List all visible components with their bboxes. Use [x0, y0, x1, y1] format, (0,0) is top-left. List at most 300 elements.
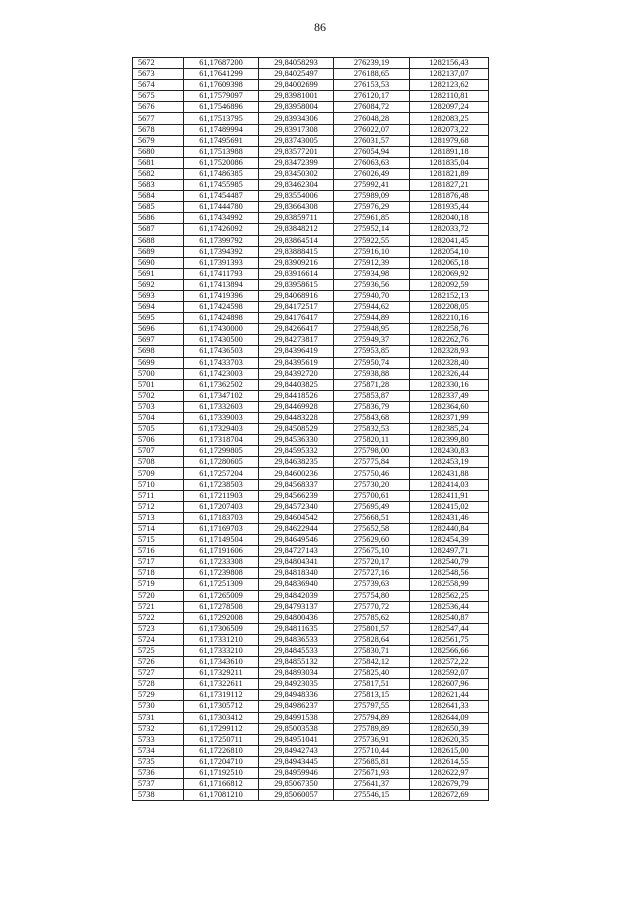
- table-row: [133, 191, 489, 202]
- point-number-cell: 5712: [133, 501, 184, 512]
- point-number-cell: 5705: [133, 424, 184, 435]
- point-number-cell: 5727: [133, 668, 184, 679]
- y-coordinate-cell: 1282547,44: [410, 623, 489, 634]
- latitude-cell: 61,17331210: [184, 634, 259, 645]
- latitude-cell: 61,17204710: [184, 756, 259, 767]
- point-number-cell: 5731: [133, 712, 184, 723]
- longitude-cell: 29,84600236: [259, 468, 334, 479]
- latitude-cell: 61,17413894: [184, 279, 259, 290]
- longitude-cell: 29,84800436: [259, 612, 334, 623]
- table-row: [133, 235, 489, 246]
- latitude-cell: 61,17305712: [184, 701, 259, 712]
- x-coordinate-cell: 275828,64: [334, 634, 410, 645]
- latitude-cell: 61,17251309: [184, 579, 259, 590]
- latitude-cell: 61,17687200: [184, 58, 259, 69]
- coordinates-table: [132, 57, 489, 801]
- point-number-cell: 5719: [133, 579, 184, 590]
- x-coordinate-cell: 275820,11: [334, 435, 410, 446]
- y-coordinate-cell: 1281891,18: [410, 146, 489, 157]
- longitude-cell: 29,84649546: [259, 535, 334, 546]
- point-number-cell: 5715: [133, 535, 184, 546]
- latitude-cell: 61,17399792: [184, 235, 259, 246]
- table-row: [133, 501, 489, 512]
- latitude-cell: 61,17319112: [184, 690, 259, 701]
- y-coordinate-cell: 1282123,62: [410, 80, 489, 91]
- table-row: [133, 279, 489, 290]
- y-coordinate-cell: 1282679,79: [410, 779, 489, 790]
- x-coordinate-cell: 275797,55: [334, 701, 410, 712]
- x-coordinate-cell: 275940,70: [334, 290, 410, 301]
- table-row: [133, 479, 489, 490]
- point-number-cell: 5720: [133, 590, 184, 601]
- latitude-cell: 61,17322611: [184, 679, 259, 690]
- point-number-cell: 5691: [133, 268, 184, 279]
- longitude-cell: 29,84845533: [259, 645, 334, 656]
- longitude-cell: 29,84418526: [259, 390, 334, 401]
- point-number-cell: 5690: [133, 257, 184, 268]
- latitude-cell: 61,17423003: [184, 368, 259, 379]
- y-coordinate-cell: 1282536,44: [410, 601, 489, 612]
- table-row: [133, 701, 489, 712]
- x-coordinate-cell: 275700,61: [334, 490, 410, 501]
- point-number-cell: 5698: [133, 346, 184, 357]
- point-number-cell: 5684: [133, 191, 184, 202]
- point-number-cell: 5695: [133, 313, 184, 324]
- longitude-cell: 29,84536330: [259, 435, 334, 446]
- table-row: [133, 779, 489, 790]
- latitude-cell: 61,17332603: [184, 401, 259, 412]
- y-coordinate-cell: 1282453,19: [410, 457, 489, 468]
- x-coordinate-cell: 275720,17: [334, 557, 410, 568]
- table-row: [133, 446, 489, 457]
- point-number-cell: 5688: [133, 235, 184, 246]
- longitude-cell: 29,83916614: [259, 268, 334, 279]
- latitude-cell: 61,17192510: [184, 768, 259, 779]
- longitude-cell: 29,84068916: [259, 290, 334, 301]
- latitude-cell: 61,17424898: [184, 313, 259, 324]
- table-row: [133, 224, 489, 235]
- x-coordinate-cell: 275843,68: [334, 413, 410, 424]
- table-row: [133, 535, 489, 546]
- longitude-cell: 29,84566239: [259, 490, 334, 501]
- y-coordinate-cell: 1282083,25: [410, 113, 489, 124]
- latitude-cell: 61,17299805: [184, 446, 259, 457]
- x-coordinate-cell: 275944,89: [334, 313, 410, 324]
- x-coordinate-cell: 276026,49: [334, 168, 410, 179]
- x-coordinate-cell: 275789,89: [334, 723, 410, 734]
- table-row: [133, 257, 489, 268]
- latitude-cell: 61,17455985: [184, 180, 259, 191]
- latitude-cell: 61,17278508: [184, 601, 259, 612]
- table-row: [133, 202, 489, 213]
- x-coordinate-cell: 275922,55: [334, 235, 410, 246]
- y-coordinate-cell: 1282620,35: [410, 734, 489, 745]
- y-coordinate-cell: 1282371,99: [410, 413, 489, 424]
- y-coordinate-cell: 1282440,84: [410, 523, 489, 534]
- latitude-cell: 61,17426092: [184, 224, 259, 235]
- table-row: [133, 124, 489, 135]
- point-number-cell: 5716: [133, 546, 184, 557]
- point-number-cell: 5714: [133, 523, 184, 534]
- longitude-cell: 29,84893034: [259, 668, 334, 679]
- table-row: [133, 180, 489, 191]
- x-coordinate-cell: 275949,37: [334, 335, 410, 346]
- x-coordinate-cell: 275853,87: [334, 390, 410, 401]
- y-coordinate-cell: 1282065,18: [410, 257, 489, 268]
- x-coordinate-cell: 275668,51: [334, 512, 410, 523]
- latitude-cell: 61,17250711: [184, 734, 259, 745]
- y-coordinate-cell: 1282210,16: [410, 313, 489, 324]
- table-row: [133, 634, 489, 645]
- table-row: [133, 623, 489, 634]
- x-coordinate-cell: 275652,58: [334, 523, 410, 534]
- table-row: [133, 157, 489, 168]
- longitude-cell: 29,84959946: [259, 768, 334, 779]
- point-number-cell: 5694: [133, 302, 184, 313]
- longitude-cell: 29,84604542: [259, 512, 334, 523]
- table-row: [133, 579, 489, 590]
- longitude-cell: 29,84793137: [259, 601, 334, 612]
- latitude-cell: 61,17183703: [184, 512, 259, 523]
- table-row: [133, 168, 489, 179]
- y-coordinate-cell: 1282337,49: [410, 390, 489, 401]
- y-coordinate-cell: 1282258,76: [410, 324, 489, 335]
- latitude-cell: 61,17169703: [184, 523, 259, 534]
- longitude-cell: 29,84392720: [259, 368, 334, 379]
- y-coordinate-cell: 1282033,72: [410, 224, 489, 235]
- y-coordinate-cell: 1282328,93: [410, 346, 489, 357]
- x-coordinate-cell: 275938,88: [334, 368, 410, 379]
- y-coordinate-cell: 1282040,18: [410, 213, 489, 224]
- y-coordinate-cell: 1282414,03: [410, 479, 489, 490]
- longitude-cell: 29,83864514: [259, 235, 334, 246]
- latitude-cell: 61,17489994: [184, 124, 259, 135]
- point-number-cell: 5706: [133, 435, 184, 446]
- table-row: [133, 368, 489, 379]
- point-number-cell: 5729: [133, 690, 184, 701]
- x-coordinate-cell: 275953,85: [334, 346, 410, 357]
- point-number-cell: 5697: [133, 335, 184, 346]
- table-row: [133, 435, 489, 446]
- y-coordinate-cell: 1282364,60: [410, 401, 489, 412]
- y-coordinate-cell: 1282615,00: [410, 745, 489, 756]
- table-row: [133, 557, 489, 568]
- y-coordinate-cell: 1282156,43: [410, 58, 489, 69]
- latitude-cell: 61,17329403: [184, 424, 259, 435]
- table-row: [133, 80, 489, 91]
- table-row: [133, 113, 489, 124]
- x-coordinate-cell: 275832,53: [334, 424, 410, 435]
- x-coordinate-cell: 276120,17: [334, 91, 410, 102]
- latitude-cell: 61,17166812: [184, 779, 259, 790]
- latitude-cell: 61,17520086: [184, 157, 259, 168]
- y-coordinate-cell: 1281935,44: [410, 202, 489, 213]
- x-coordinate-cell: 275825,40: [334, 668, 410, 679]
- longitude-cell: 29,83848212: [259, 224, 334, 235]
- y-coordinate-cell: 1282137,07: [410, 69, 489, 80]
- latitude-cell: 61,17329211: [184, 668, 259, 679]
- x-coordinate-cell: 275950,74: [334, 357, 410, 368]
- longitude-cell: 29,84025497: [259, 69, 334, 80]
- x-coordinate-cell: 275641,37: [334, 779, 410, 790]
- x-coordinate-cell: 275675,10: [334, 546, 410, 557]
- latitude-cell: 61,17486385: [184, 168, 259, 179]
- x-coordinate-cell: 275629,60: [334, 535, 410, 546]
- latitude-cell: 61,17546896: [184, 102, 259, 113]
- point-number-cell: 5679: [133, 135, 184, 146]
- table-row: [133, 734, 489, 745]
- longitude-cell: 29,84855132: [259, 657, 334, 668]
- longitude-cell: 29,83958615: [259, 279, 334, 290]
- y-coordinate-cell: 1282562,25: [410, 590, 489, 601]
- table-row: [133, 335, 489, 346]
- table-row: [133, 679, 489, 690]
- longitude-cell: 29,84508529: [259, 424, 334, 435]
- x-coordinate-cell: 275736,91: [334, 734, 410, 745]
- y-coordinate-cell: 1282152,13: [410, 290, 489, 301]
- longitude-cell: 29,84396419: [259, 346, 334, 357]
- table-row: [133, 745, 489, 756]
- x-coordinate-cell: 275948,95: [334, 324, 410, 335]
- latitude-cell: 61,17513988: [184, 146, 259, 157]
- longitude-cell: 29,84986237: [259, 701, 334, 712]
- point-number-cell: 5704: [133, 413, 184, 424]
- table-row: [133, 601, 489, 612]
- table-row: [133, 512, 489, 523]
- point-number-cell: 5689: [133, 246, 184, 257]
- x-coordinate-cell: 275912,39: [334, 257, 410, 268]
- table-row: [133, 756, 489, 767]
- point-number-cell: 5676: [133, 102, 184, 113]
- point-number-cell: 5733: [133, 734, 184, 745]
- x-coordinate-cell: 275813,15: [334, 690, 410, 701]
- table-row: [133, 401, 489, 412]
- longitude-cell: 29,84266417: [259, 324, 334, 335]
- y-coordinate-cell: 1282399,80: [410, 435, 489, 446]
- latitude-cell: 61,17430000: [184, 324, 259, 335]
- latitude-cell: 61,17081210: [184, 790, 259, 801]
- coordinates-table-body: [133, 58, 489, 801]
- latitude-cell: 61,17343610: [184, 657, 259, 668]
- longitude-cell: 29,84842039: [259, 590, 334, 601]
- x-coordinate-cell: 275836,79: [334, 401, 410, 412]
- y-coordinate-cell: 1282431,88: [410, 468, 489, 479]
- y-coordinate-cell: 1282607,96: [410, 679, 489, 690]
- point-number-cell: 5713: [133, 512, 184, 523]
- y-coordinate-cell: 1282622,97: [410, 768, 489, 779]
- table-row: [133, 246, 489, 257]
- x-coordinate-cell: 275934,98: [334, 268, 410, 279]
- table-row: [133, 357, 489, 368]
- table-row: [133, 590, 489, 601]
- point-number-cell: 5730: [133, 701, 184, 712]
- table-row: [133, 302, 489, 313]
- longitude-cell: 29,84172517: [259, 302, 334, 313]
- table-row: [133, 468, 489, 479]
- x-coordinate-cell: 275989,09: [334, 191, 410, 202]
- point-number-cell: 5736: [133, 768, 184, 779]
- y-coordinate-cell: 1282650,39: [410, 723, 489, 734]
- x-coordinate-cell: 276048,28: [334, 113, 410, 124]
- point-number-cell: 5703: [133, 401, 184, 412]
- table-row: [133, 645, 489, 656]
- y-coordinate-cell: 1282548,56: [410, 568, 489, 579]
- x-coordinate-cell: 276188,65: [334, 69, 410, 80]
- longitude-cell: 29,83888415: [259, 246, 334, 257]
- point-number-cell: 5721: [133, 601, 184, 612]
- latitude-cell: 61,17444780: [184, 202, 259, 213]
- longitude-cell: 29,83472399: [259, 157, 334, 168]
- longitude-cell: 29,84622944: [259, 523, 334, 534]
- latitude-cell: 61,17436503: [184, 346, 259, 357]
- x-coordinate-cell: 275794,89: [334, 712, 410, 723]
- point-number-cell: 5687: [133, 224, 184, 235]
- latitude-cell: 61,17149504: [184, 535, 259, 546]
- y-coordinate-cell: 1282566,66: [410, 645, 489, 656]
- point-number-cell: 5734: [133, 745, 184, 756]
- latitude-cell: 61,17318704: [184, 435, 259, 446]
- x-coordinate-cell: 276239,19: [334, 58, 410, 69]
- y-coordinate-cell: 1282641,33: [410, 701, 489, 712]
- longitude-cell: 29,84002699: [259, 80, 334, 91]
- x-coordinate-cell: 275936,56: [334, 279, 410, 290]
- longitude-cell: 29,84727143: [259, 546, 334, 557]
- latitude-cell: 61,17579097: [184, 91, 259, 102]
- table-row: [133, 213, 489, 224]
- x-coordinate-cell: 275710,44: [334, 745, 410, 756]
- table-row: [133, 523, 489, 534]
- table-row: [133, 657, 489, 668]
- y-coordinate-cell: 1282054,10: [410, 246, 489, 257]
- y-coordinate-cell: 1282592,07: [410, 668, 489, 679]
- longitude-cell: 29,84568337: [259, 479, 334, 490]
- longitude-cell: 29,84058293: [259, 58, 334, 69]
- latitude-cell: 61,17233308: [184, 557, 259, 568]
- table-row: [133, 723, 489, 734]
- point-number-cell: 5685: [133, 202, 184, 213]
- longitude-cell: 29,84923035: [259, 679, 334, 690]
- table-row: [133, 390, 489, 401]
- longitude-cell: 29,83664308: [259, 202, 334, 213]
- latitude-cell: 61,17257204: [184, 468, 259, 479]
- point-number-cell: 5699: [133, 357, 184, 368]
- point-number-cell: 5726: [133, 657, 184, 668]
- y-coordinate-cell: 1282561,75: [410, 634, 489, 645]
- longitude-cell: 29,83462304: [259, 180, 334, 191]
- y-coordinate-cell: 1282497,71: [410, 546, 489, 557]
- table-row: [133, 146, 489, 157]
- longitude-cell: 29,84991538: [259, 712, 334, 723]
- x-coordinate-cell: 275754,80: [334, 590, 410, 601]
- latitude-cell: 61,17362502: [184, 379, 259, 390]
- table-row: [133, 568, 489, 579]
- point-number-cell: 5709: [133, 468, 184, 479]
- x-coordinate-cell: 275671,93: [334, 768, 410, 779]
- x-coordinate-cell: 275750,46: [334, 468, 410, 479]
- y-coordinate-cell: 1282385,24: [410, 424, 489, 435]
- table-row: [133, 413, 489, 424]
- y-coordinate-cell: 1281979,68: [410, 135, 489, 146]
- x-coordinate-cell: 275817,51: [334, 679, 410, 690]
- latitude-cell: 61,17433703: [184, 357, 259, 368]
- x-coordinate-cell: 275730,20: [334, 479, 410, 490]
- table-row: [133, 546, 489, 557]
- table-row: [133, 313, 489, 324]
- point-number-cell: 5735: [133, 756, 184, 767]
- table-row: [133, 346, 489, 357]
- latitude-cell: 61,17265009: [184, 590, 259, 601]
- longitude-cell: 29,84483228: [259, 413, 334, 424]
- latitude-cell: 61,17419396: [184, 290, 259, 301]
- point-number-cell: 5711: [133, 490, 184, 501]
- latitude-cell: 61,17226810: [184, 745, 259, 756]
- latitude-cell: 61,17347102: [184, 390, 259, 401]
- longitude-cell: 29,84942743: [259, 745, 334, 756]
- longitude-cell: 29,84176417: [259, 313, 334, 324]
- y-coordinate-cell: 1282041,45: [410, 235, 489, 246]
- table-row: [133, 424, 489, 435]
- x-coordinate-cell: 276084,72: [334, 102, 410, 113]
- x-coordinate-cell: 275770,72: [334, 601, 410, 612]
- y-coordinate-cell: 1282092,59: [410, 279, 489, 290]
- table-row: [133, 379, 489, 390]
- longitude-cell: 29,83958004: [259, 102, 334, 113]
- x-coordinate-cell: 275916,10: [334, 246, 410, 257]
- latitude-cell: 61,17239808: [184, 568, 259, 579]
- x-coordinate-cell: 275992,41: [334, 180, 410, 191]
- longitude-cell: 29,83450302: [259, 168, 334, 179]
- latitude-cell: 61,17394392: [184, 246, 259, 257]
- table-row: [133, 712, 489, 723]
- latitude-cell: 61,17333210: [184, 645, 259, 656]
- y-coordinate-cell: 1281835,04: [410, 157, 489, 168]
- x-coordinate-cell: 275798,00: [334, 446, 410, 457]
- table-row: [133, 768, 489, 779]
- x-coordinate-cell: 275727,16: [334, 568, 410, 579]
- x-coordinate-cell: 275976,29: [334, 202, 410, 213]
- table-row: [133, 790, 489, 801]
- latitude-cell: 61,17454487: [184, 191, 259, 202]
- y-coordinate-cell: 1282326,44: [410, 368, 489, 379]
- longitude-cell: 29,84395619: [259, 357, 334, 368]
- page-number: 86: [314, 20, 326, 34]
- y-coordinate-cell: 1282572,22: [410, 657, 489, 668]
- longitude-cell: 29,83981001: [259, 91, 334, 102]
- longitude-cell: 29,85067350: [259, 779, 334, 790]
- x-coordinate-cell: 275695,49: [334, 501, 410, 512]
- point-number-cell: 5723: [133, 623, 184, 634]
- table-row: [133, 268, 489, 279]
- point-number-cell: 5692: [133, 279, 184, 290]
- y-coordinate-cell: 1282540,79: [410, 557, 489, 568]
- latitude-cell: 61,17339003: [184, 413, 259, 424]
- x-coordinate-cell: 275739,63: [334, 579, 410, 590]
- longitude-cell: 29,84638235: [259, 457, 334, 468]
- y-coordinate-cell: 1282614,55: [410, 756, 489, 767]
- point-number-cell: 5702: [133, 390, 184, 401]
- longitude-cell: 29,84811635: [259, 623, 334, 634]
- x-coordinate-cell: 276022,07: [334, 124, 410, 135]
- point-number-cell: 5680: [133, 146, 184, 157]
- y-coordinate-cell: 1282540,87: [410, 612, 489, 623]
- longitude-cell: 29,84951041: [259, 734, 334, 745]
- point-number-cell: 5725: [133, 645, 184, 656]
- latitude-cell: 61,17434992: [184, 213, 259, 224]
- latitude-cell: 61,17306509: [184, 623, 259, 634]
- y-coordinate-cell: 1282208,05: [410, 302, 489, 313]
- table-row: [133, 58, 489, 69]
- latitude-cell: 61,17207403: [184, 501, 259, 512]
